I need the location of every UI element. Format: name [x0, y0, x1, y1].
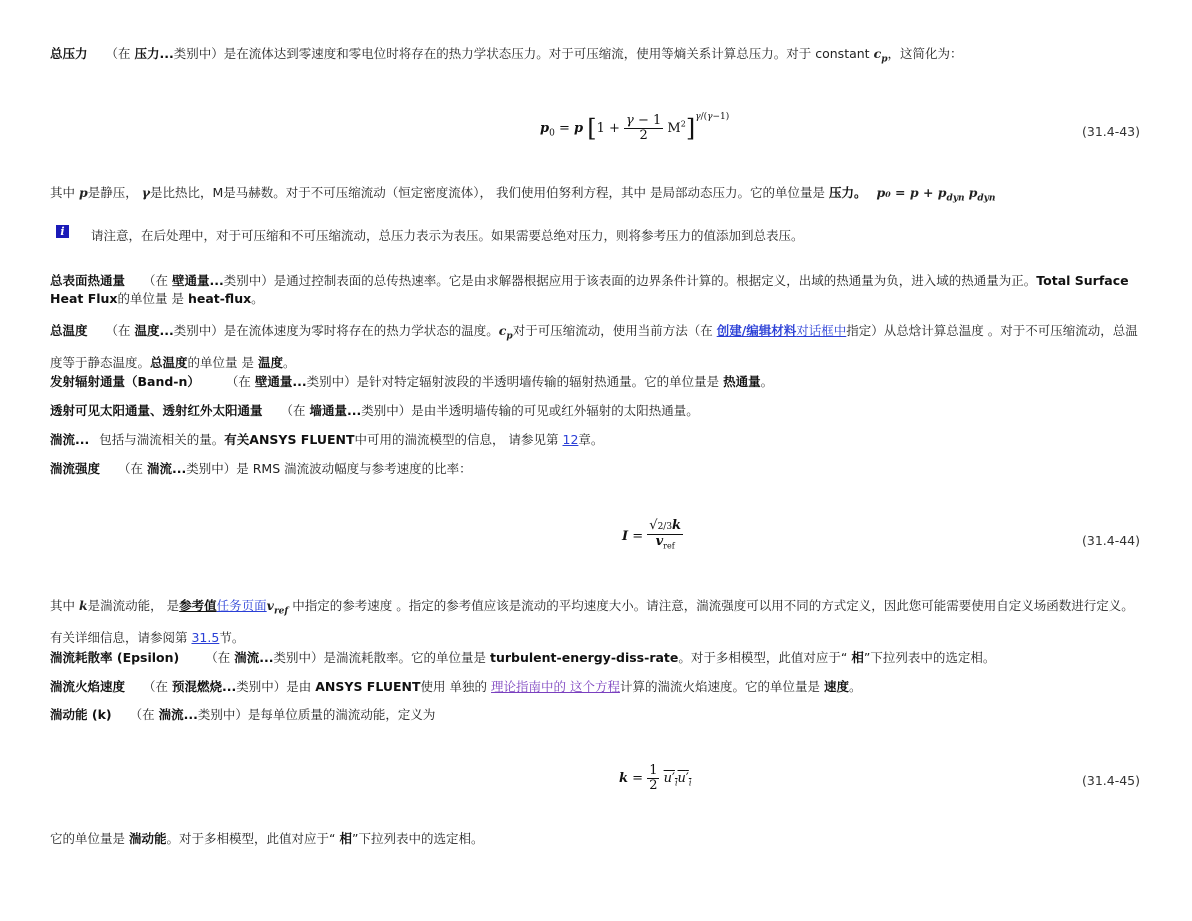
- tke-after: 它的单位量是 湍动能。对于多相模型，此值对应于“ 相”下拉列表中的选定相。: [50, 831, 484, 846]
- turbulence-paragraph: 湍流... 包括与湍流相关的量。有关ANSYS FLUENT中可用的湍流模型的信息， 请参见第 12章。: [50, 432, 604, 447]
- dissipation-paragraph: 湍流耗散率 (Epsilon) （在 湍流...类别中）是湍流耗散率。它的单位量是 turbulent-energy-diss-rate。对于多相模型，此值对应于“ 相”下拉列表中的选定相。: [50, 650, 996, 665]
- total-temperature-paragraph: 总温度 （在 温度...类别中）是在流体速度为零时将存在的热力学状态的温度。$c_p$对于可压缩流动，使用当前方法（在 创建/编辑材料对话框中指定）从总焓计算总温度 。对于不可压缩流动，总温度等于静态温度。总温度的单位量 是 温度。: [50, 323, 1138, 370]
- info-icon: i: [56, 225, 69, 238]
- term-total-pressure: 总压力: [50, 46, 88, 61]
- link-chapter-12[interactable]: 12: [562, 432, 579, 447]
- equation-total-pressure: $p_0 = p$ [1 + $\frac{\gamma - 1}{2}$ $M^2]^{\gamma/(\gamma-1)}$: [540, 111, 730, 143]
- equation-number-31-4-43: (31.4-43): [1081, 124, 1140, 139]
- equation-tke: k = $\frac{1}{2}$ $u'_iu'_i$: [619, 763, 692, 793]
- link-dialog[interactable]: 对话框中: [796, 323, 847, 338]
- total-pressure-where: 其中 p是静压， γ是比热比，M是马赫数。对于不可压缩流动（恒定密度流体）， 我们使用伯努利方程，其中 是局部动态压力。它的单位量是 压力。 $p_0 = p + p_{dyn}$ $p_{dyn}$: [50, 185, 996, 204]
- turbulence-intensity-paragraph: 湍流强度 （在 湍流...类别中）是 RMS 湍流波动幅度与参考速度的比率：: [50, 461, 472, 476]
- link-section-31-5[interactable]: 31.5: [191, 629, 220, 645]
- total-pressure-paragraph: 总压力 （在 压力...类别中）是在流体达到零速度和零电位时将存在的热力学状态压力。对于可压缩流，使用等熵关系计算总压力。对于 constant $c_p$，这简化为：: [50, 46, 963, 65]
- turbulence-intensity-where: 其中 k是湍流动能， 是参考值任务页面$v_{ref}$ 中指定的参考速度 。指定的参考值应该是流动的平均速度大小。请注意，湍流强度可以用不同的方式定义，因此您可能需要使用自定义场函数进行定义。有关详细信息，请参阅第 31.5节。: [50, 598, 1134, 645]
- note-text: 请注意，在后处理中，对于可压缩和不可压缩流动，总压力表示为表压。如果需要总绝对压力，则将参考压力的值添加到总表压。: [91, 228, 804, 243]
- link-theory-guide-equation[interactable]: 理论指南中的 这个方程: [490, 679, 620, 694]
- emitted-radiation-paragraph: 发射辐射通量（Band-n） （在 壁通量...类别中）是针对特定辐射波段的半透明墙传输的辐射热通量。它的单位量是 热通量。: [50, 374, 774, 389]
- link-task-page[interactable]: 任务页面: [216, 598, 267, 613]
- equation-number-31-4-44: (31.4-44): [1081, 533, 1140, 548]
- flame-speed-paragraph: 湍流火焰速度 （在 预混燃烧...类别中）是由 ANSYS FLUENT使用 单独的 理论指南中的 这个方程计算的湍流火焰速度。它的单位量是 速度。: [50, 679, 862, 694]
- link-create-edit-materials[interactable]: 创建/编辑材料: [716, 323, 797, 338]
- transmitted-solar-paragraph: 透射可见太阳通量、透射红外太阳通量 （在 墙通量...类别中）是由半透明墙传输的可见或红外辐射的太阳热通量。: [50, 403, 699, 418]
- link-reference-values[interactable]: 参考值: [179, 598, 217, 613]
- tke-paragraph: 湍动能 (k) （在 湍流...类别中）是每单位质量的湍流动能，定义为: [50, 707, 436, 722]
- equation-turbulence-intensity: I = $\frac{√2/3k}{v_{ref}}$: [622, 518, 682, 551]
- equation-number-31-4-45: (31.4-45): [1081, 773, 1140, 788]
- total-surface-heat-flux-paragraph: 总表面热通量 （在 壁通量...类别中）是通过控制表面的总传热速率。它是由求解器根据应用于该表面的边界条件计算的。根据定义，出域的热通量为负，进入域的热通量为正。Total Surface Heat Flux的单位量 是 heat-flux。: [50, 273, 1129, 306]
